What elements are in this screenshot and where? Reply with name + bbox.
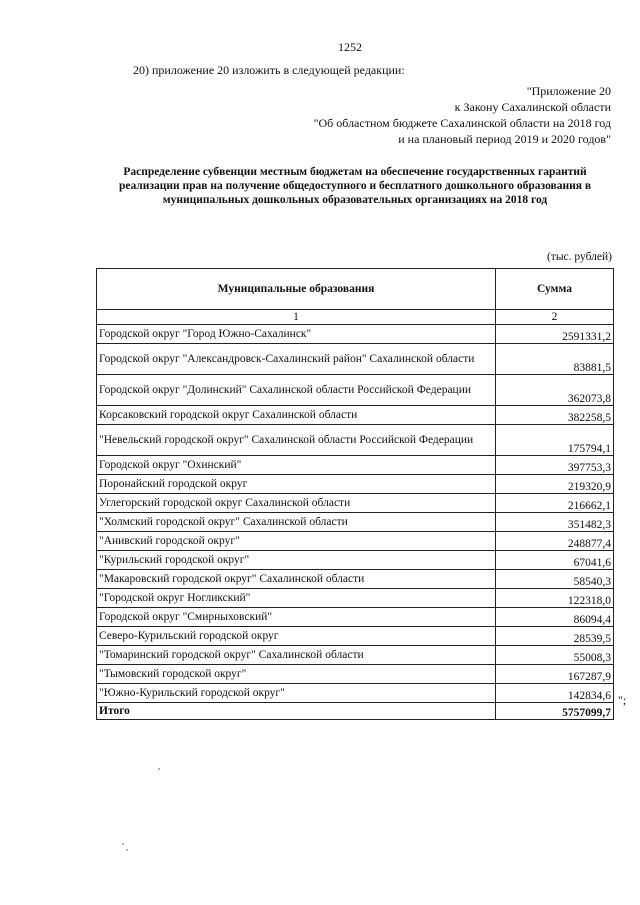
- municipality-name: "Невельский городской округ" Сахалинской области Российской Федерации: [97, 425, 496, 456]
- annex-line-2: к Закону Сахалинской области: [454, 100, 611, 114]
- municipality-name: "Макаровский городской округ" Сахалинской области: [97, 570, 496, 589]
- table-row: [97, 608, 614, 627]
- municipality-name: Городской округ "Охинский": [97, 456, 496, 475]
- table-row: [97, 475, 614, 494]
- municipality-name: "Томаринский городской округ" Сахалинской области: [97, 646, 496, 665]
- table-row: [97, 627, 614, 646]
- table-row: [97, 665, 614, 684]
- table-row: [97, 456, 614, 475]
- municipality-sum: 362073,8: [496, 375, 614, 406]
- annex-line-4: и на плановый период 2019 и 2020 годов": [398, 132, 611, 146]
- document-title: Распределение субвенции местным бюджетам на обеспечение государственных гарантий реализации прав на получение общедоступного и бесплатного дошкольного образования в муниципальных дошкольных образовательных организациях на 2018 год: [118, 166, 592, 206]
- scan-speck: [126, 849, 128, 851]
- annex-header: [314, 83, 611, 147]
- total-label: Итого: [97, 703, 496, 720]
- municipality-sum: 2591331,2: [496, 325, 614, 344]
- closing-quote: ";: [618, 693, 627, 707]
- table-row: [97, 494, 614, 513]
- municipality-sum: 248877,4: [496, 532, 614, 551]
- municipality-sum: 219320,9: [496, 475, 614, 494]
- municipality-sum: 55008,3: [496, 646, 614, 665]
- municipality-sum: 122318,0: [496, 589, 614, 608]
- municipality-name: Поронайский городской округ: [97, 475, 496, 494]
- scan-speck: [158, 768, 160, 770]
- municipality-name: Корсаковский городской округ Сахалинской области: [97, 406, 496, 425]
- municipality-sum: 351482,3: [496, 513, 614, 532]
- municipality-sum: 86094,4: [496, 608, 614, 627]
- municipality-sum: 397753,3: [496, 456, 614, 475]
- municipality-name: Углегорский городской округ Сахалинской области: [97, 494, 496, 513]
- table-row: [97, 589, 614, 608]
- municipality-sum: 382258,5: [496, 406, 614, 425]
- municipality-sum: 28539,5: [496, 627, 614, 646]
- municipality-name: "Южно-Курильский городской округ": [97, 684, 496, 703]
- municipality-name: Северо-Курильский городской округ: [97, 627, 496, 646]
- annex-line-3: "Об областном бюджете Сахалинской области на 2018 год: [313, 116, 611, 130]
- subvention-table: [96, 268, 614, 720]
- table-row: [97, 684, 614, 703]
- municipality-name: "Холмский городской округ" Сахалинской области: [97, 513, 496, 532]
- total-row: [97, 703, 614, 720]
- units-label: (тыс. рублей): [546, 251, 612, 263]
- amendment-intro: 20) приложение 20 изложить в следующей редакции:: [133, 63, 405, 77]
- municipality-name: Городской округ "Город Южно-Сахалинск": [97, 325, 496, 344]
- municipality-sum: 83881,5: [496, 344, 614, 375]
- table-row: [97, 325, 614, 344]
- municipality-name: Городской округ "Долинский" Сахалинской области Российской Федерации: [97, 375, 496, 406]
- municipality-sum: 67041,6: [496, 551, 614, 570]
- table-row: [97, 406, 614, 425]
- column-header-municipality: Муниципальные образования: [97, 269, 496, 310]
- municipality-name: Городской округ "Александровск-Сахалинский район" Сахалинской области: [97, 344, 496, 375]
- municipality-name: "Курильский городской округ": [97, 551, 496, 570]
- column-number-2: 2: [496, 310, 614, 325]
- table-row: [97, 375, 614, 406]
- municipality-sum: 142834,6: [496, 684, 614, 703]
- table-row: [97, 532, 614, 551]
- table-row: [97, 646, 614, 665]
- municipality-sum: 58540,3: [496, 570, 614, 589]
- annex-line-1: "Приложение 20: [526, 84, 611, 98]
- table-row: [97, 551, 614, 570]
- table-row: [97, 344, 614, 375]
- column-number-1: 1: [97, 310, 496, 325]
- municipality-name: "Тымовский городской округ": [97, 665, 496, 684]
- municipality-name: "Анивский городской округ": [97, 532, 496, 551]
- municipality-sum: 167287,9: [496, 665, 614, 684]
- table-row: [97, 513, 614, 532]
- municipality-name: "Городской округ Ногликский": [97, 589, 496, 608]
- column-header-sum: Сумма: [496, 269, 614, 310]
- municipality-name: Городской округ "Смирныховский": [97, 608, 496, 627]
- table-row: [97, 425, 614, 456]
- municipality-sum: 175794,1: [496, 425, 614, 456]
- page-number: 1252: [338, 40, 362, 54]
- municipality-sum: 216662,1: [496, 494, 614, 513]
- scan-speck: [122, 843, 124, 845]
- table-row: [97, 570, 614, 589]
- total-sum: 5757099,7: [496, 703, 614, 720]
